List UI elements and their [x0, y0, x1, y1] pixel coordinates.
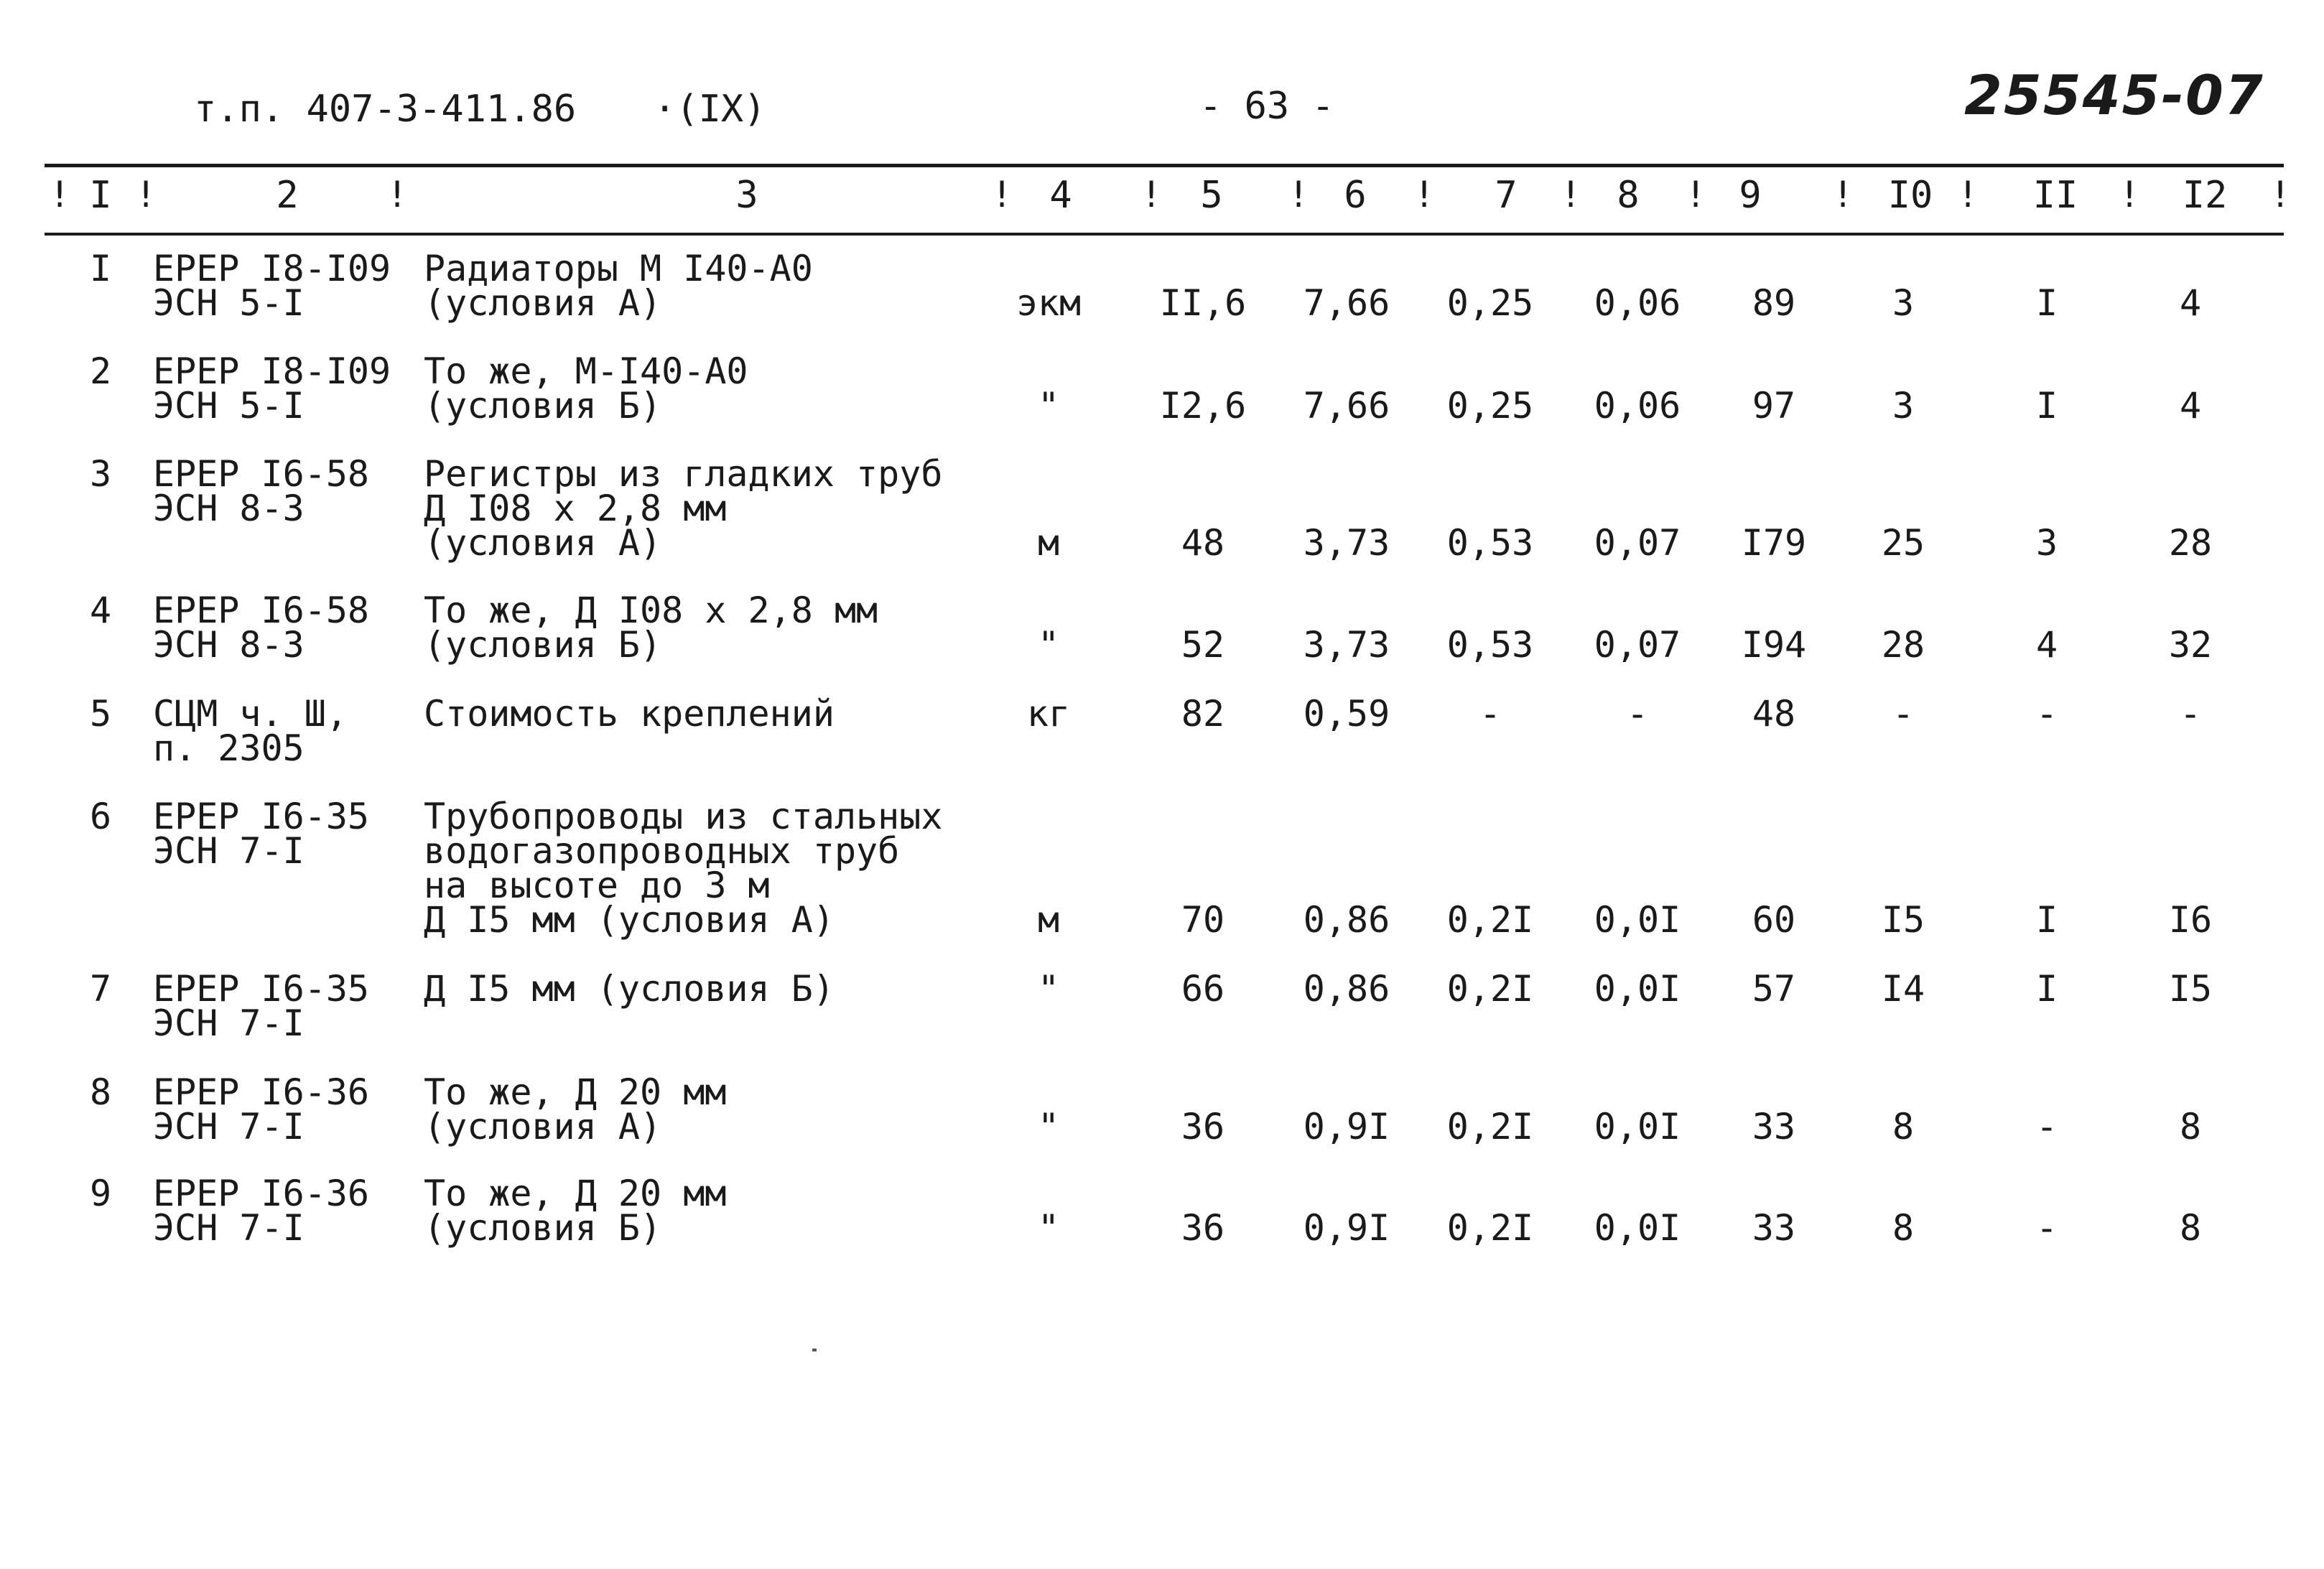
- rate-code-line: ЕРЕР I8-I09: [153, 248, 391, 289]
- value-cell: 0,0I: [1594, 968, 1681, 1010]
- work-name-line: Радиаторы М I40-А0: [424, 248, 813, 289]
- row-number: 2: [89, 350, 112, 392]
- value-cell: 25: [1881, 522, 1925, 564]
- value-cell: I2,6: [1159, 385, 1247, 427]
- unit-cell: м: [1037, 899, 1060, 941]
- rate-code-line: ЕРЕР I6-35: [153, 796, 370, 837]
- column-separator: !: [2119, 174, 2141, 215]
- column-number: II: [2032, 174, 2078, 217]
- value-cell: 28: [2168, 522, 2213, 564]
- column-separator: !: [1560, 174, 1582, 215]
- column-separator: !: [386, 174, 409, 215]
- row-number: 9: [89, 1173, 112, 1214]
- value-cell: 4: [2179, 385, 2202, 427]
- value-cell: 48: [1181, 522, 1225, 564]
- value-cell: 3: [2035, 522, 2058, 564]
- unit-cell: ": [1037, 1207, 1060, 1249]
- rate-code-line: ЕРЕР I6-35: [153, 968, 370, 1010]
- value-cell: I5: [2168, 968, 2213, 1010]
- value-cell: 0,9I: [1303, 1207, 1390, 1249]
- value-cell: 0,06: [1594, 385, 1681, 427]
- value-cell: 0,25: [1446, 385, 1534, 427]
- work-name-line: (условия А): [424, 522, 662, 564]
- work-name-line: на высоте до 3 м: [424, 865, 770, 906]
- value-cell: 70: [1181, 899, 1225, 941]
- value-cell: 0,86: [1303, 899, 1390, 941]
- value-cell: I4: [1881, 968, 1925, 1010]
- value-cell: I94: [1741, 624, 1807, 666]
- column-number: 8: [1617, 174, 1640, 217]
- rate-code-line: ЭСН 8-3: [153, 624, 305, 666]
- unit-cell: ": [1037, 1106, 1060, 1147]
- value-cell: -: [1626, 693, 1649, 735]
- value-cell: 7,66: [1303, 282, 1390, 324]
- column-separator: !: [1288, 174, 1310, 215]
- work-name-line: (условия Б): [424, 385, 662, 427]
- column-number: I2: [2182, 174, 2228, 217]
- value-cell: 97: [1752, 385, 1796, 427]
- value-cell: 0,2I: [1446, 1207, 1534, 1249]
- value-cell: 0,53: [1446, 522, 1534, 564]
- value-cell: 8: [2179, 1207, 2202, 1249]
- rate-code-line: ЕРЕР I6-58: [153, 590, 370, 631]
- row-number: 4: [89, 590, 112, 631]
- work-name-line: Д I08 х 2,8 мм: [424, 488, 727, 529]
- work-name-line: (условия Б): [424, 624, 662, 666]
- value-cell: 0,9I: [1303, 1106, 1390, 1147]
- value-cell: 7,66: [1303, 385, 1390, 427]
- row-number: 7: [89, 968, 112, 1010]
- work-name-line: То же, М-I40-А0: [424, 350, 748, 392]
- rate-code-line: ЕРЕР I6-58: [153, 453, 370, 495]
- rate-code-line: ЭСН 7-I: [153, 1002, 305, 1044]
- value-cell: -: [1479, 693, 1502, 735]
- value-cell: I6: [2168, 899, 2213, 941]
- value-cell: 8: [1892, 1106, 1915, 1147]
- rate-code-line: ЭСН 5-I: [153, 282, 305, 324]
- unit-cell: ": [1037, 968, 1060, 1010]
- column-separator: !: [135, 174, 157, 215]
- rate-code-line: ЕРЕР I6-36: [153, 1173, 370, 1214]
- unit-cell: кг: [1026, 693, 1071, 735]
- column-separator: !: [1685, 174, 1707, 215]
- work-name-line: Стоимость креплений: [424, 693, 835, 735]
- ink-speck: [812, 1349, 817, 1351]
- value-cell: -: [2035, 693, 2058, 735]
- archive-stamp: 25545-07: [1964, 63, 2264, 127]
- value-cell: 3: [1892, 385, 1915, 427]
- rate-code-line: СЦМ ч. Ш,: [153, 693, 348, 735]
- work-name-line: Трубопроводы из стальных: [424, 796, 943, 837]
- unit-cell: м: [1037, 522, 1060, 564]
- value-cell: -: [2179, 693, 2202, 735]
- value-cell: 36: [1181, 1207, 1225, 1249]
- value-cell: 8: [1892, 1207, 1915, 1249]
- work-name-line: (условия Б): [424, 1207, 662, 1249]
- column-separator: !: [1832, 174, 1854, 215]
- column-number: I: [89, 174, 112, 217]
- column-separator: !: [2269, 174, 2292, 215]
- value-cell: I: [2035, 899, 2058, 941]
- value-cell: 0,53: [1446, 624, 1534, 666]
- value-cell: 28: [1881, 624, 1925, 666]
- value-cell: 48: [1752, 693, 1796, 735]
- column-separator: !: [1957, 174, 1979, 215]
- value-cell: 33: [1752, 1207, 1796, 1249]
- row-number: 8: [89, 1071, 112, 1113]
- row-number: 5: [89, 693, 112, 735]
- value-cell: I: [2035, 385, 2058, 427]
- work-name-line: (условия А): [424, 1106, 662, 1147]
- value-cell: 8: [2179, 1106, 2202, 1147]
- value-cell: 0,06: [1594, 282, 1681, 324]
- work-name-line: То же, Д I08 х 2,8 мм: [424, 590, 878, 631]
- row-number: I: [89, 248, 112, 289]
- unit-cell: ": [1037, 624, 1060, 666]
- value-cell: 3,73: [1303, 522, 1390, 564]
- column-separator: !: [991, 174, 1013, 215]
- value-cell: 3: [1892, 282, 1915, 324]
- rate-code-line: ЭСН 8-3: [153, 488, 305, 529]
- value-cell: 0,25: [1446, 282, 1534, 324]
- rate-code-line: ЕРЕР I8-I09: [153, 350, 391, 392]
- value-cell: 0,0I: [1594, 1106, 1681, 1147]
- work-name-line: То же, Д 20 мм: [424, 1071, 727, 1113]
- row-number: 6: [89, 796, 112, 837]
- value-cell: 0,0I: [1594, 1207, 1681, 1249]
- rate-code-line: ЭСН 7-I: [153, 830, 305, 872]
- value-cell: 36: [1181, 1106, 1225, 1147]
- column-separator: !: [49, 174, 71, 215]
- column-number: 4: [1049, 174, 1072, 217]
- value-cell: 0,59: [1303, 693, 1390, 735]
- value-cell: 4: [2035, 624, 2058, 666]
- column-number: 3: [735, 174, 758, 217]
- unit-cell: ": [1037, 385, 1060, 427]
- value-cell: -: [2035, 1106, 2058, 1147]
- section-number: ·(IX): [654, 88, 766, 131]
- value-cell: 3,73: [1303, 624, 1390, 666]
- value-cell: I: [2035, 968, 2058, 1010]
- value-cell: 66: [1181, 968, 1225, 1010]
- value-cell: I5: [1881, 899, 1925, 941]
- work-name-line: Регистры из гладких труб: [424, 453, 943, 495]
- value-cell: II,6: [1159, 282, 1247, 324]
- value-cell: 0,2I: [1446, 1106, 1534, 1147]
- value-cell: 0,07: [1594, 522, 1681, 564]
- value-cell: 89: [1752, 282, 1796, 324]
- value-cell: I79: [1741, 522, 1807, 564]
- value-cell: 0,07: [1594, 624, 1681, 666]
- work-name-line: То же, Д 20 мм: [424, 1173, 727, 1214]
- value-cell: 0,2I: [1446, 968, 1534, 1010]
- rate-code-line: ЭСН 7-I: [153, 1207, 305, 1249]
- column-number: 6: [1344, 174, 1367, 217]
- value-cell: 82: [1181, 693, 1225, 735]
- column-number: 9: [1739, 174, 1762, 217]
- column-number: 7: [1495, 174, 1517, 217]
- value-cell: 57: [1752, 968, 1796, 1010]
- value-cell: 0,2I: [1446, 899, 1534, 941]
- value-cell: 52: [1181, 624, 1225, 666]
- rate-code-line: ЭСН 7-I: [153, 1106, 305, 1147]
- work-name-line: (условия А): [424, 282, 662, 324]
- unit-cell: экм: [1015, 282, 1082, 324]
- document-code: т.п. 407-3-411.86: [194, 88, 577, 131]
- column-number: I0: [1887, 174, 1933, 217]
- value-cell: -: [2035, 1207, 2058, 1249]
- value-cell: 4: [2179, 282, 2202, 324]
- column-number: 5: [1200, 174, 1223, 217]
- value-cell: 33: [1752, 1106, 1796, 1147]
- row-number: 3: [89, 453, 112, 495]
- value-cell: 32: [2168, 624, 2213, 666]
- work-name-line: Д I5 мм (условия А): [424, 899, 835, 941]
- rate-code-line: п. 2305: [153, 727, 305, 769]
- value-cell: 0,0I: [1594, 899, 1681, 941]
- work-name-line: Д I5 мм (условия Б): [424, 968, 835, 1010]
- rate-code-line: ЕРЕР I6-36: [153, 1071, 370, 1113]
- value-cell: 0,86: [1303, 968, 1390, 1010]
- rate-code-line: ЭСН 5-I: [153, 385, 305, 427]
- column-number: 2: [276, 174, 299, 217]
- work-name-line: водогазопроводных труб: [424, 830, 900, 872]
- column-separator: !: [1413, 174, 1436, 215]
- value-cell: 60: [1752, 899, 1796, 941]
- value-cell: I: [2035, 282, 2058, 324]
- page-number: - 63 -: [1199, 85, 1334, 128]
- column-separator: !: [1140, 174, 1163, 215]
- value-cell: -: [1892, 693, 1915, 735]
